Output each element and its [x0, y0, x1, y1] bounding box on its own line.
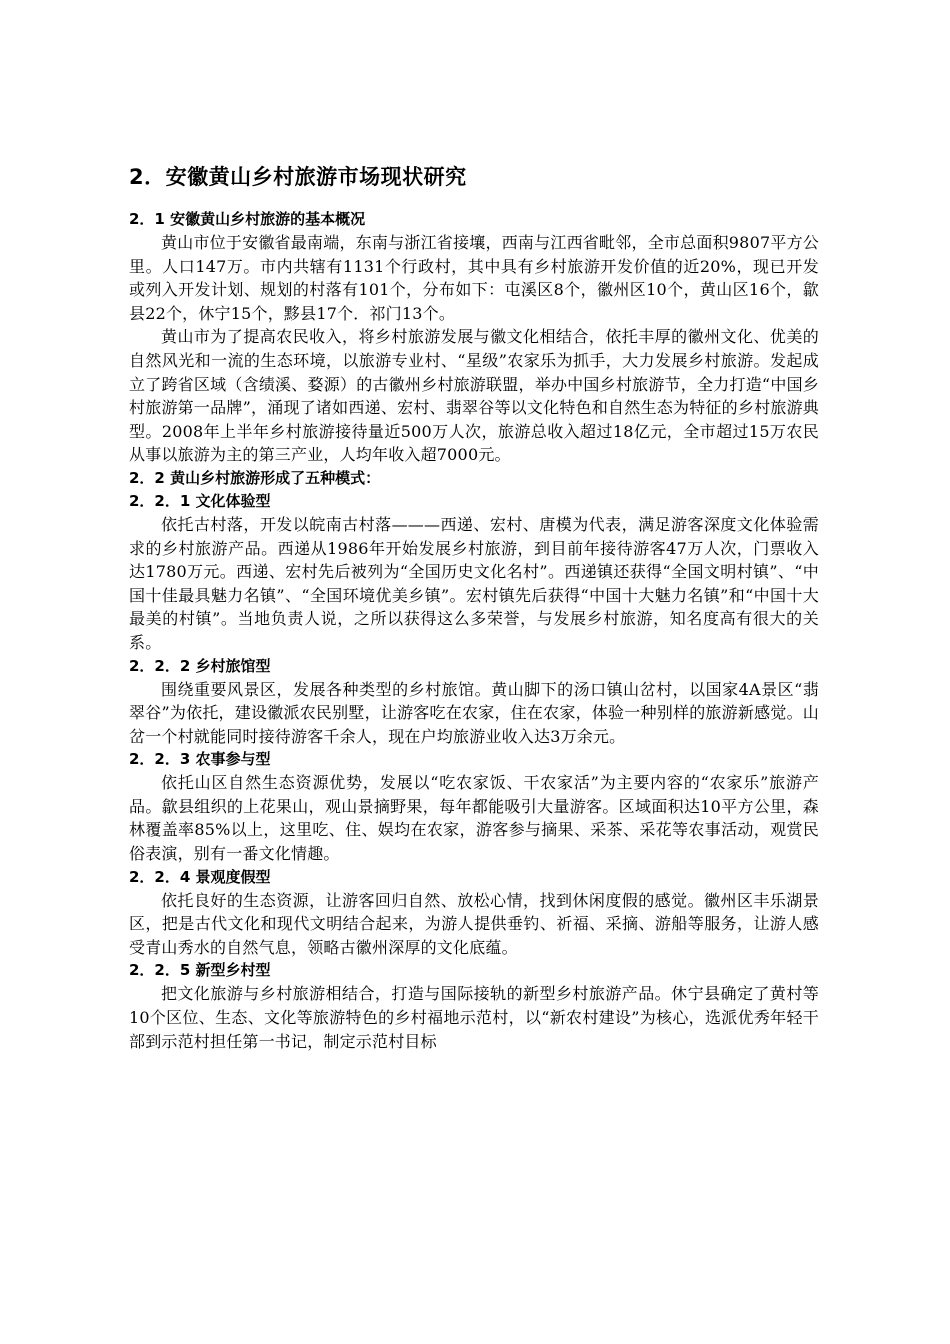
paragraph: 围绕重要风景区，发展各种类型的乡村旅馆。黄山脚下的汤口镇山岔村，以国家4A景区“翡翠谷”为依托，建设徽派农民别墅，让游客吃在农家，住在农家，体验一种别样的旅游新感觉。山岔一个村就能同时接待游客千余人，现在户均旅游业收入达3万余元。 [129, 679, 819, 746]
subsection-heading-2-2-3: 2．2．3 农事参与型 [129, 750, 271, 769]
subsection-heading-2-2-5: 2．2．5 新型乡村型 [129, 961, 271, 980]
section-heading-2-2: 2．2 黄山乡村旅游形成了五种模式： [129, 468, 381, 487]
chapter-title: 2．安徽黄山乡村旅游市场现状研究 [129, 165, 467, 189]
paragraph: 依托良好的生态资源，让游客回归自然、放松心情，找到休闲度假的感觉。徽州区丰乐湖景区，把是古代文化和现代文明结合起来，为游人提供垂钓、祈福、采摘、游船等服务，让游人感受青山秀水的自然气息，领略古徽州深厚的文化底蕴。 [129, 890, 819, 957]
paragraph: 依托古村落，开发以皖南古村落———西递、宏村、唐模为代表，满足游客深度文化体验需求的乡村旅游产品。西递从1986年开始发展乡村旅游，到目前年接待游客47万人次，门票收入达1780万元。西递、宏村先后被列为“全国历史文化名村”。西递镇还获得“全国文明村镇”、“中国十佳最具魅力名镇”、“全国环境优美乡镇”。宏村镇先后获得“中国十大魅力名镇”和“中国十大最美的村镇”。当地负责人说，之所以获得这么多荣誉，与发展乡村旅游，知名度高有很大的关系。 [129, 514, 819, 652]
subsection-heading-2-2-2: 2．2．2 乡村旅馆型 [129, 656, 271, 675]
paragraph: 依托山区自然生态资源优势，发展以“吃农家饭、干农家活”为主要内容的“农家乐”旅游产品。歙县组织的上花果山，观山景摘野果，每年都能吸引大量游客。区域面积达10平方公里，森林覆盖率85%以上，这里吃、住、娱均在农家，游客参与摘果、采茶、采花等农事活动，观赏民俗表演，别有一番文化情趣。 [129, 773, 819, 864]
paragraph: 黄山市位于安徽省最南端，东南与浙江省接壤，西南与江西省毗邻，全市总面积9807平方公里。人口147万。市内共辖有1131个行政村，其中具有乡村旅游开发价值的近20%，现已开发或列入开发计划、规划的村落有101个，分布如下：屯溪区8个，徽州区10个，黄山区16个，歙县22个，休宁15个，黟县17个．祁门13个。 [129, 233, 819, 323]
subsection-heading-2-2-4: 2．2．4 景观度假型 [129, 867, 271, 886]
section-heading-2-1: 2．1 安徽黄山乡村旅游的基本概况 [129, 210, 366, 228]
paragraph: 黄山市为了提高农民收入，将乡村旅游发展与徽文化相结合，依托丰厚的徽州文化、优美的自然风光和一流的生态环境，以旅游专业村、“星级”农家乐为抓手，大力发展乡村旅游。发起成立了跨省区域（含绩溪、婺源）的古徽州乡村旅游联盟，举办中国乡村旅游节，全力打造“中国乡村旅游第一品牌”，涌现了诸如西递、宏村、翡翠谷等以文化特色和自然生态为特征的乡村旅游典型。2008年上半年乡村旅游接待量近500万人次，旅游总收入超过18亿元，全市超过15万农民从事以旅游为主的第三产业，人均年收入超7000元。 [129, 327, 819, 465]
paragraph: 把文化旅游与乡村旅游相结合，打造与国际接轨的新型乡村旅游产品。休宁县确定了黄村等10个区位、生态、文化等旅游特色的乡村福地示范村，以“新农村建设”为核心，选派优秀年轻干部到示范村担任第一书记，制定示范村目标 [129, 984, 819, 1051]
document-body [129, 160, 819, 1053]
subsection-heading-2-2-1: 2．2．1 文化体验型 [129, 491, 271, 510]
